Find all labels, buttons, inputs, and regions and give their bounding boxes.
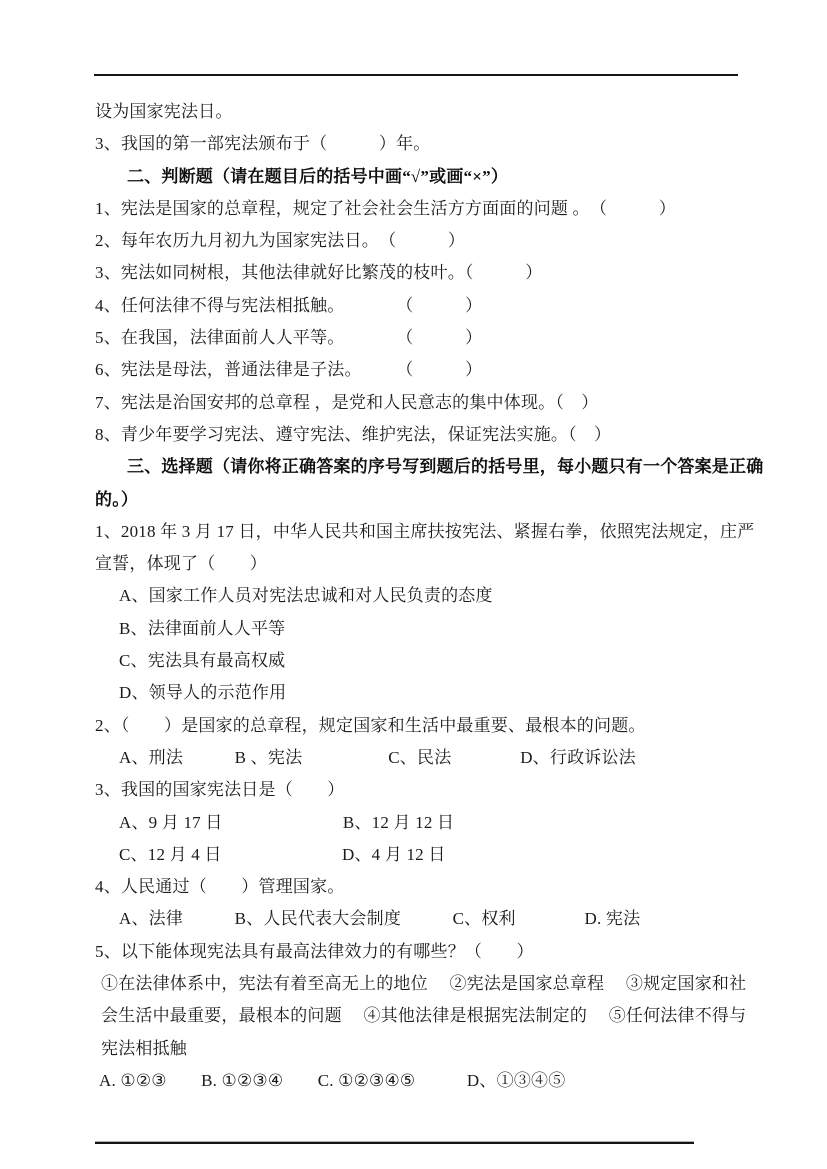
judgment-q2: 2、每年农历九月初九为国家宪法日。 （ ） bbox=[95, 231, 466, 251]
section-2-judgment-heading: 二、判断题（请在题目后的括号中画“√”或画“×”） bbox=[127, 166, 509, 186]
choice-q5-options: A. ①②③ B. ①②③④ C. ①②③④⑤ D、①③④⑤ bbox=[99, 1070, 566, 1090]
fill-blank-q2-continuation: 设为国家宪法日。 bbox=[95, 102, 233, 121]
choice-q3-options-c-d: C、12 月 4 日 D、4 月 12 日 bbox=[119, 844, 446, 864]
choice-q1: 1、2018 年 3 月 17 日，中华人民共和国主席扶按宪法、紧握右拳，依照宪法规定，庄严 bbox=[95, 521, 755, 541]
choice-q1-option-d: D、领导人的示范作用 bbox=[119, 683, 287, 703]
section-3-choice-heading: 三、选择题（请你将正确答案的序号写到题后的括号里，每小题只有一个答案是正确 bbox=[127, 457, 764, 477]
header-rule bbox=[94, 74, 738, 76]
choice-q5-statements-3: 宪法相抵触 bbox=[101, 1038, 187, 1058]
choice-q5-statements-2: 会生活中最重要，最根本的问题 ④其他法律是根据宪法制定的 ⑤任何法律不得与 bbox=[101, 1006, 747, 1026]
judgment-q5: 5、在我国，法律面前人人平等。 （ ） bbox=[95, 328, 483, 348]
choice-q2: 2、（ ）是国家的总章程，规定国家和生活中最重要、最根本的问题。 bbox=[95, 715, 646, 735]
judgment-q4: 4、任何法律不得与宪法相抵触。 （ ） bbox=[95, 295, 483, 315]
choice-q1-option-a: A、国家工作人员对宪法忠诚和对人民负责的态度 bbox=[119, 586, 493, 606]
choice-q5: 5、以下能体现宪法具有最高法律效力的有哪些？（ ） bbox=[95, 941, 534, 961]
choice-q5-statements-1: ①在法律体系中，宪法有着至高无上的地位 ②宪法是国家总章程 ③规定国家和社 bbox=[101, 974, 747, 994]
judgment-q6: 6、宪法是母法，普通法律是子法。 （ ） bbox=[95, 360, 483, 380]
document-body bbox=[95, 96, 785, 1097]
footer-rule bbox=[95, 1142, 694, 1144]
fill-blank-q3: 3、我国的第一部宪法颁布于（ ）年。 bbox=[95, 134, 431, 154]
judgment-q1: 1、宪法是国家的总章程，规定了社会社会生活方方面面的问题 。 （ ） bbox=[95, 198, 676, 218]
choice-q4: 4、人民通过（ ）管理国家。 bbox=[95, 877, 345, 897]
choice-q1-option-b: B、法律面前人人平等 bbox=[119, 618, 286, 638]
choice-q1-continuation: 宣誓，体现了（ ） bbox=[95, 554, 267, 574]
choice-q2-options: A、刑法 B 、宪法 C、民法 D、行政诉讼法 bbox=[119, 747, 636, 767]
choice-q3-options-a-b: A、9 月 17 日 B、12 月 12 日 bbox=[119, 812, 455, 832]
judgment-q3: 3、宪法如同树根，其他法律就好比繁茂的枝叶。（ ） bbox=[95, 263, 543, 283]
choice-q4-options: A、法律 B、人民代表大会制度 C、权利 D. 宪法 bbox=[119, 909, 641, 929]
judgment-q8: 8、青少年要学习宪法、遵守宪法、维护宪法，保证宪法实施。（ ） bbox=[95, 424, 612, 444]
judgment-q7: 7、宪法是治国安邦的总章程 ，是党和人民意志的集中体现。（ ） bbox=[95, 392, 599, 412]
choice-q3: 3、我国的国家宪法日是（ ） bbox=[95, 780, 345, 800]
section-3-choice-heading-continuation: 的。） bbox=[95, 489, 139, 509]
choice-q1-option-c: C、宪法具有最高权威 bbox=[119, 651, 286, 671]
